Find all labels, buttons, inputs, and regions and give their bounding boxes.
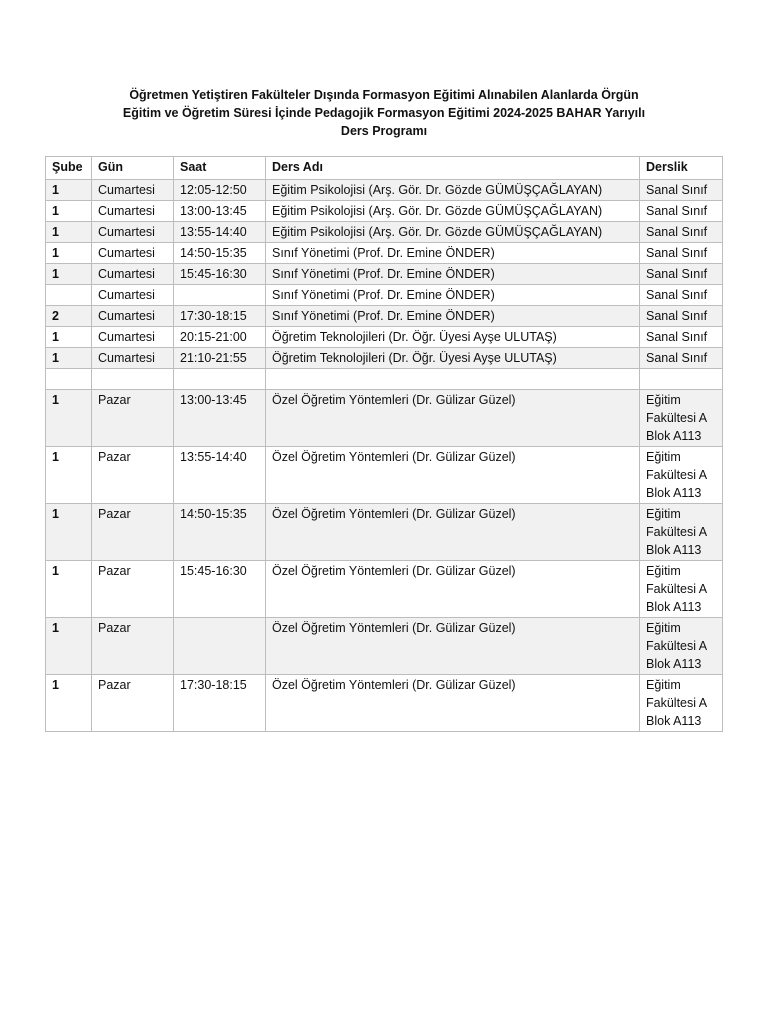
cell-gun: Pazar	[92, 675, 174, 732]
cell-ders-adi: Eğitim Psikolojisi (Arş. Gör. Dr. Gözde GÜMÜŞÇAĞLAYAN)	[266, 201, 640, 222]
cell-derslik: Sanal Sınıf	[640, 285, 723, 306]
cell-sube: 1	[46, 618, 92, 675]
table-row-empty	[46, 369, 723, 390]
cell-sube	[46, 369, 92, 390]
cell-sube	[46, 285, 92, 306]
header-row	[46, 157, 723, 180]
cell-derslik: Sanal Sınıf	[640, 243, 723, 264]
table-row	[46, 222, 723, 243]
cell-saat	[174, 618, 266, 675]
cell-gun: Pazar	[92, 504, 174, 561]
cell-ders-adi: Özel Öğretim Yöntemleri (Dr. Gülizar Güzel)	[266, 561, 640, 618]
cell-sube: 1	[46, 264, 92, 285]
header-sube: Şube	[46, 157, 92, 180]
cell-ders-adi	[266, 369, 640, 390]
cell-ders-adi: Özel Öğretim Yöntemleri (Dr. Gülizar Güzel)	[266, 675, 640, 732]
cell-saat: 17:30-18:15	[174, 675, 266, 732]
cell-gun: Cumartesi	[92, 348, 174, 369]
cell-saat: 21:10-21:55	[174, 348, 266, 369]
cell-sube: 1	[46, 222, 92, 243]
cell-gun: Cumartesi	[92, 306, 174, 327]
cell-derslik: Eğitim Fakültesi A Blok A113	[640, 447, 723, 504]
cell-derslik: Sanal Sınıf	[640, 348, 723, 369]
title-line-1: Öğretmen Yetiştiren Fakülteler Dışında Formasyon Eğitimi Alınabilen Alanlarda Örgün	[129, 88, 639, 102]
cell-saat: 12:05-12:50	[174, 180, 266, 201]
cell-ders-adi: Sınıf Yönetimi (Prof. Dr. Emine ÖNDER)	[266, 243, 640, 264]
table-row	[46, 348, 723, 369]
cell-gun: Pazar	[92, 618, 174, 675]
cell-sube: 1	[46, 201, 92, 222]
table-row	[46, 285, 723, 306]
cell-derslik: Sanal Sınıf	[640, 222, 723, 243]
cell-gun: Pazar	[92, 390, 174, 447]
cell-gun: Cumartesi	[92, 201, 174, 222]
cell-derslik: Eğitim Fakültesi A Blok A113	[640, 618, 723, 675]
cell-ders-adi: Öğretim Teknolojileri (Dr. Öğr. Üyesi Ayşe ULUTAŞ)	[266, 327, 640, 348]
cell-ders-adi: Özel Öğretim Yöntemleri (Dr. Gülizar Güzel)	[266, 390, 640, 447]
table-row	[46, 390, 723, 447]
cell-ders-adi: Sınıf Yönetimi (Prof. Dr. Emine ÖNDER)	[266, 285, 640, 306]
cell-gun: Pazar	[92, 447, 174, 504]
cell-derslik: Eğitim Fakültesi A Blok A113	[640, 504, 723, 561]
header-derslik: Derslik	[640, 157, 723, 180]
cell-derslik: Sanal Sınıf	[640, 327, 723, 348]
cell-sube: 1	[46, 243, 92, 264]
cell-gun: Cumartesi	[92, 180, 174, 201]
cell-gun: Cumartesi	[92, 327, 174, 348]
cell-gun: Cumartesi	[92, 243, 174, 264]
header-gun: Gün	[92, 157, 174, 180]
schedule-table	[45, 156, 723, 732]
cell-sube: 1	[46, 327, 92, 348]
title-line-2: Eğitim ve Öğretim Süresi İçinde Pedagojik Formasyon Eğitimi 2024-2025 BAHAR Yarıyılı	[122, 106, 646, 120]
cell-derslik: Eğitim Fakültesi A Blok A113	[640, 561, 723, 618]
cell-sube: 1	[46, 561, 92, 618]
cell-derslik: Sanal Sınıf	[640, 264, 723, 285]
table-row	[46, 561, 723, 618]
table-row	[46, 327, 723, 348]
cell-ders-adi: Sınıf Yönetimi (Prof. Dr. Emine ÖNDER)	[266, 264, 640, 285]
table-row	[46, 504, 723, 561]
cell-saat	[174, 285, 266, 306]
cell-derslik: Sanal Sınıf	[640, 306, 723, 327]
cell-derslik	[640, 369, 723, 390]
table-row	[46, 306, 723, 327]
cell-saat: 17:30-18:15	[174, 306, 266, 327]
cell-sube: 2	[46, 306, 92, 327]
cell-gun: Pazar	[92, 561, 174, 618]
cell-gun: Cumartesi	[92, 264, 174, 285]
cell-saat: 13:00-13:45	[174, 390, 266, 447]
title-line-3: Ders Programı	[340, 124, 428, 138]
cell-gun: Cumartesi	[92, 222, 174, 243]
cell-ders-adi: Sınıf Yönetimi (Prof. Dr. Emine ÖNDER)	[266, 306, 640, 327]
cell-ders-adi: Eğitim Psikolojisi (Arş. Gör. Dr. Gözde GÜMÜŞÇAĞLAYAN)	[266, 222, 640, 243]
header-saat: Saat	[174, 157, 266, 180]
cell-sube: 1	[46, 675, 92, 732]
cell-ders-adi: Özel Öğretim Yöntemleri (Dr. Gülizar Güzel)	[266, 447, 640, 504]
cell-ders-adi: Eğitim Psikolojisi (Arş. Gör. Dr. Gözde GÜMÜŞÇAĞLAYAN)	[266, 180, 640, 201]
cell-saat: 20:15-21:00	[174, 327, 266, 348]
table-row	[46, 201, 723, 222]
cell-saat: 14:50-15:35	[174, 504, 266, 561]
header-ders-adi: Ders Adı	[266, 157, 640, 180]
cell-sube: 1	[46, 180, 92, 201]
cell-ders-adi: Öğretim Teknolojileri (Dr. Öğr. Üyesi Ayşe ULUTAŞ)	[266, 348, 640, 369]
cell-sube: 1	[46, 447, 92, 504]
table-row	[46, 243, 723, 264]
cell-derslik: Eğitim Fakültesi A Blok A113	[640, 390, 723, 447]
cell-saat	[174, 369, 266, 390]
cell-derslik: Sanal Sınıf	[640, 201, 723, 222]
table-row	[46, 447, 723, 504]
document-title	[40, 86, 728, 140]
table-row	[46, 180, 723, 201]
cell-saat: 13:55-14:40	[174, 222, 266, 243]
cell-gun	[92, 369, 174, 390]
cell-sube: 1	[46, 348, 92, 369]
cell-ders-adi: Özel Öğretim Yöntemleri (Dr. Gülizar Güzel)	[266, 504, 640, 561]
cell-sube: 1	[46, 504, 92, 561]
table-row	[46, 675, 723, 732]
cell-saat: 13:55-14:40	[174, 447, 266, 504]
cell-ders-adi: Özel Öğretim Yöntemleri (Dr. Gülizar Güzel)	[266, 618, 640, 675]
cell-saat: 14:50-15:35	[174, 243, 266, 264]
cell-saat: 13:00-13:45	[174, 201, 266, 222]
table-row	[46, 264, 723, 285]
cell-derslik: Sanal Sınıf	[640, 180, 723, 201]
table-row	[46, 618, 723, 675]
cell-saat: 15:45-16:30	[174, 264, 266, 285]
cell-derslik: Eğitim Fakültesi A Blok A113	[640, 675, 723, 732]
cell-saat: 15:45-16:30	[174, 561, 266, 618]
cell-sube: 1	[46, 390, 92, 447]
cell-gun: Cumartesi	[92, 285, 174, 306]
